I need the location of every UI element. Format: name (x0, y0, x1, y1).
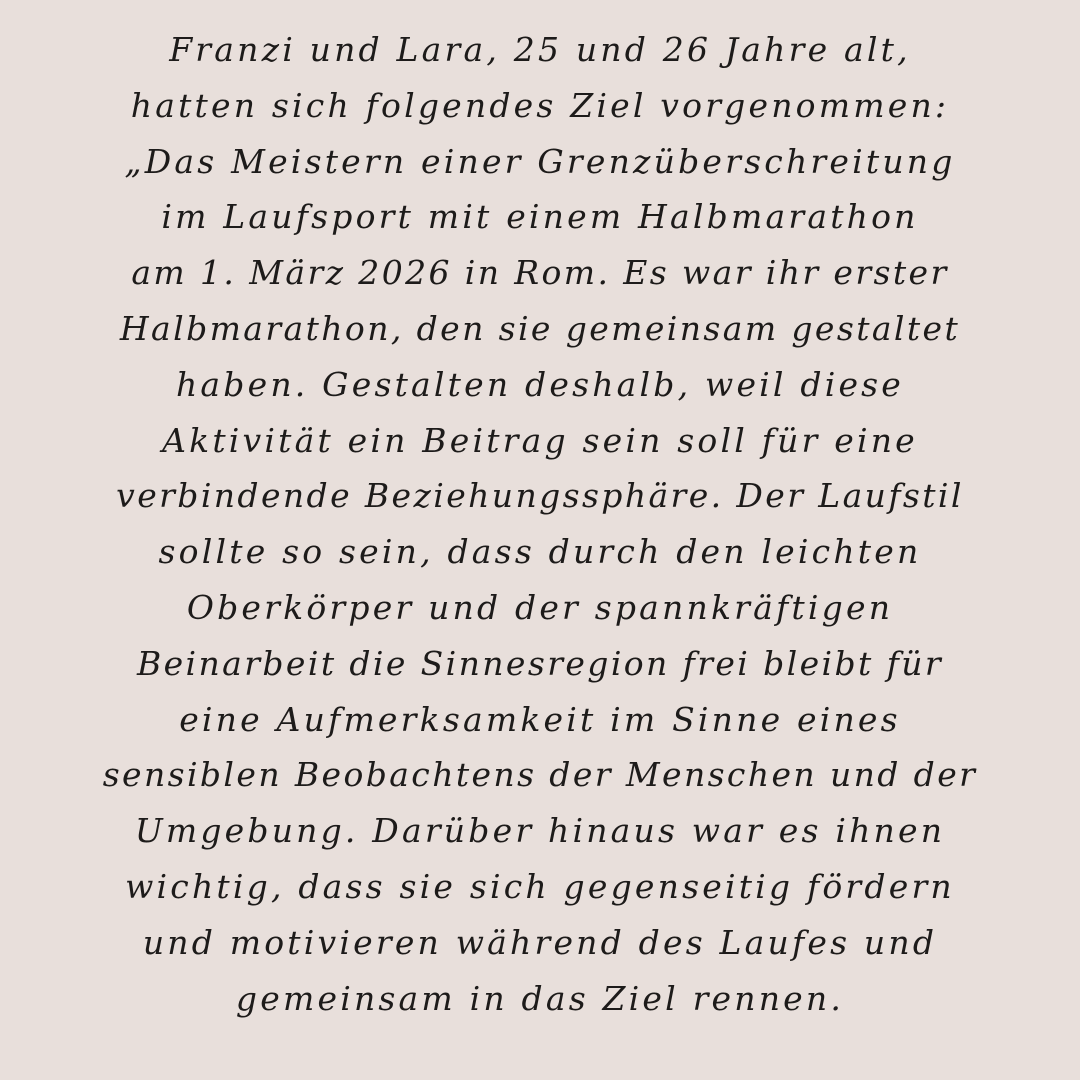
text-line-14: sensiblen Beobachtens der Menschen und der (102, 755, 978, 795)
text-line-13: eine Aufmerksamkeit im Sinne eines (179, 699, 901, 739)
text-line-10: sollte so sein, dass durch den leichten (158, 532, 922, 572)
text-line-6: Halbmarathon, den sie gemeinsam gestaltet (119, 308, 961, 348)
text-line-16: wichtig, dass sie sich gegenseitig fördern (125, 866, 955, 906)
text-line-18: gemeinsam in das Ziel rennen. (235, 978, 845, 1018)
text-line-8: Aktivität ein Beitrag sein soll für eine (162, 420, 918, 460)
text-line-3: „Das Meistern einer Grenzüberschreitung (124, 141, 956, 181)
text-line-9: verbindende Beziehungssphäre. Der Laufstil (116, 476, 964, 516)
body-text (0, 22, 1080, 1026)
text-line-11: Oberkörper und der spannkräftigen (186, 587, 894, 627)
text-line-12: Beinarbeit die Sinnesregion frei bleibt für (136, 643, 944, 683)
text-line-17: und motivieren während des Laufes und (142, 922, 938, 962)
text-line-5: am 1. März 2026 in Rom. Es war ihr erster (131, 253, 949, 293)
text-line-2: hatten sich folgendes Ziel vorgenommen: (130, 85, 950, 125)
text-line-1: Franzi und Lara, 25 und 26 Jahre alt, (169, 30, 911, 69)
text-line-4: im Laufsport mit einem Halbmarathon (161, 197, 919, 237)
text-line-15: Umgebung. Darüber hinaus war es ihnen (134, 811, 946, 851)
text-line-7: haben. Gestalten deshalb, weil diese (175, 364, 905, 404)
